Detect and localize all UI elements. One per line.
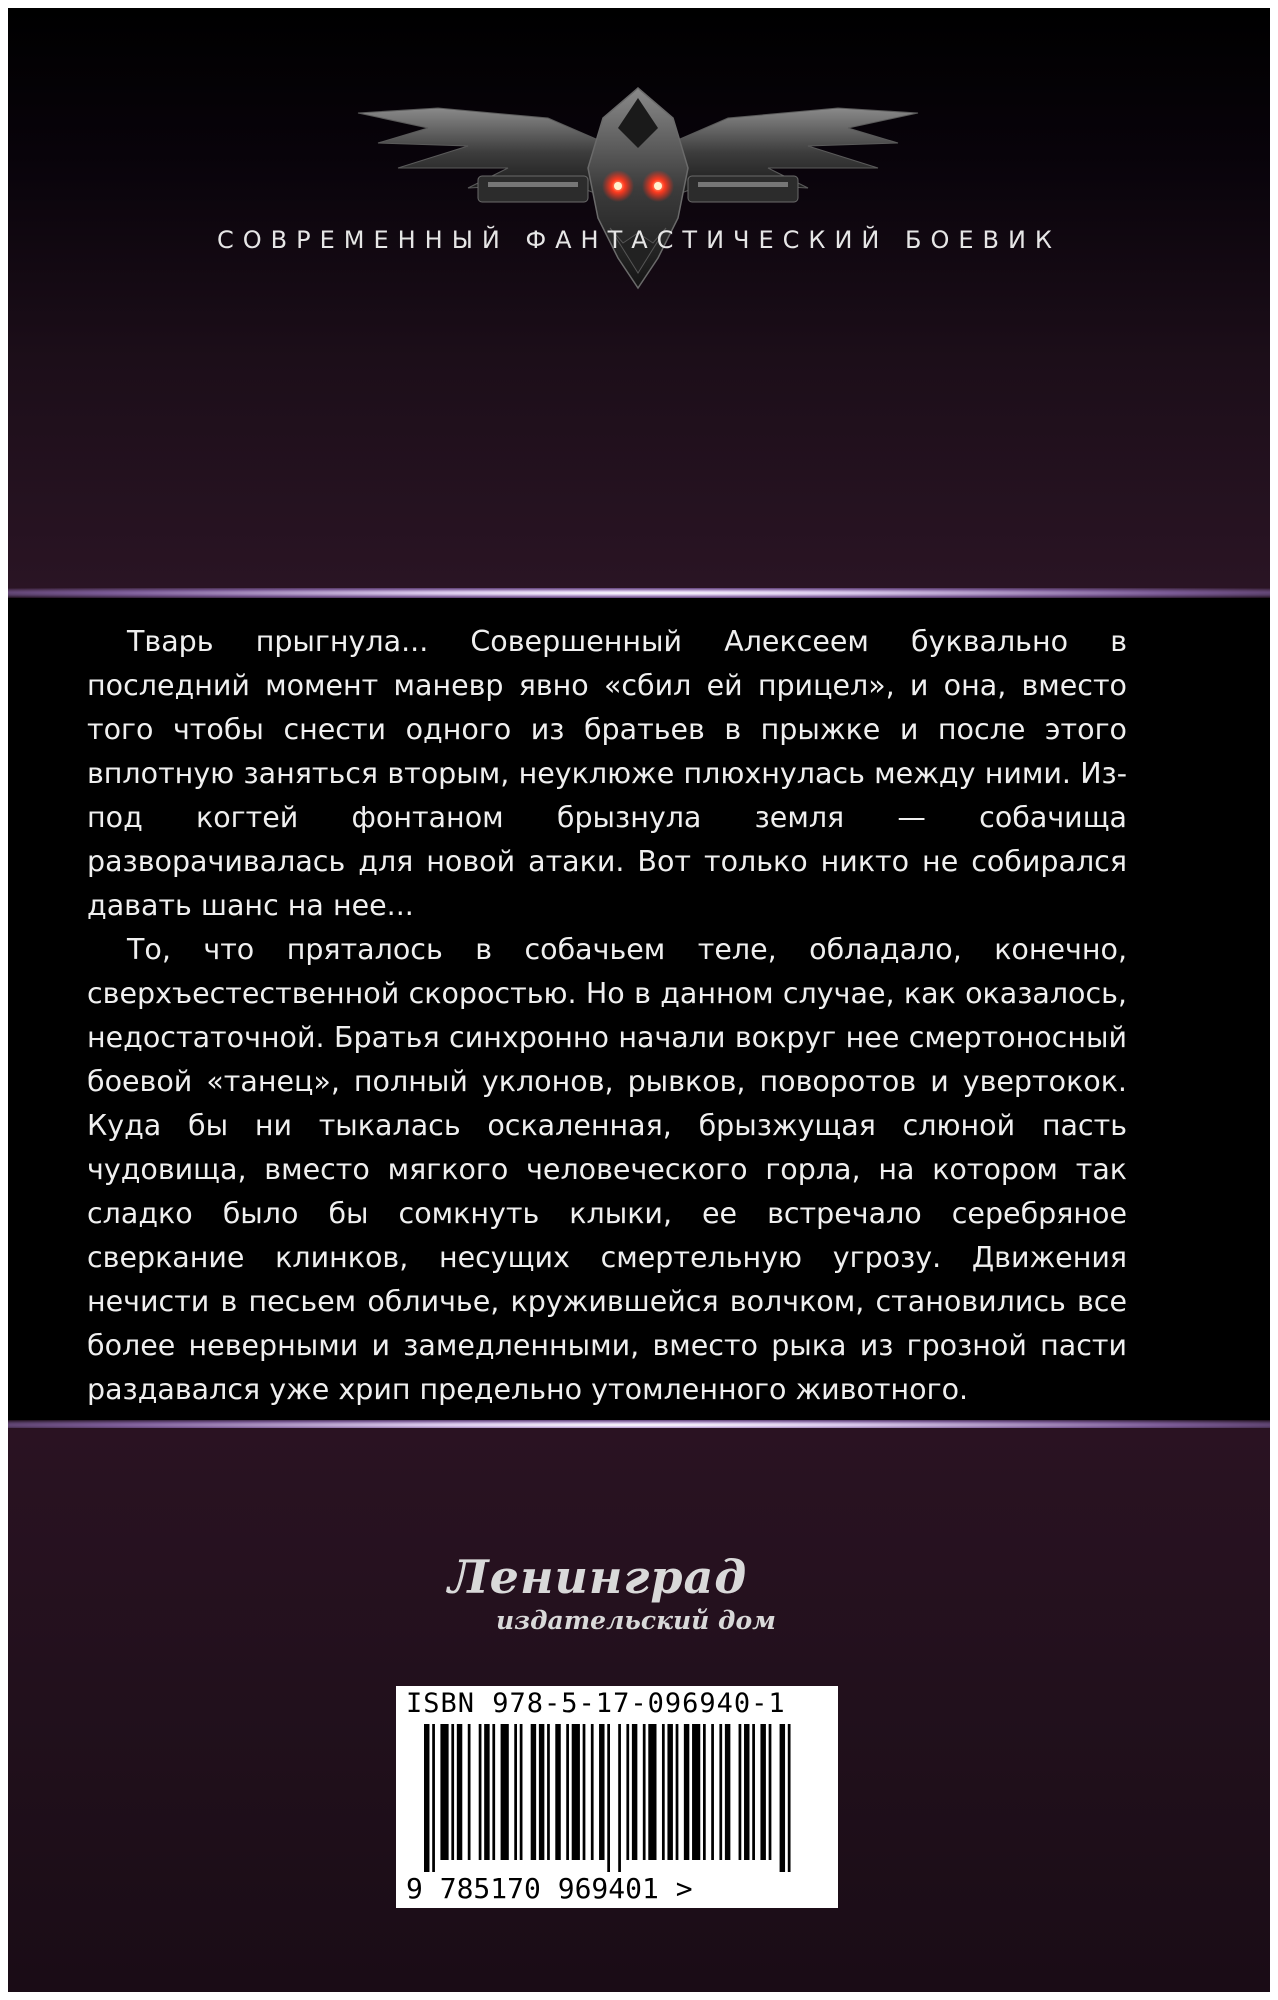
publisher-name: Ленинград [448, 1550, 748, 1604]
isbn-number: ISBN 978-5-17-096940-1 [406, 1688, 786, 1719]
publisher-subtitle: издательский дом [496, 1606, 776, 1635]
annotation-paragraph-1: Тварь прыгнула... Совершенный Алексеем буквально в последний момент маневр явно «сбил ей прицел», и она, вместо того чтобы снести одного из братьев в прыжке и после этого вплотную заняться вторым, неуклюже плюхнулась между ними. Из-под когтей фонтаном брызнула земля — собачища разворачивалась для новой атаки. Вот только никто не собирался давать шанс на нее... [87, 625, 1127, 922]
divider-glow-top [8, 588, 1270, 598]
book-back-cover [8, 8, 1270, 1992]
annotation-paragraph-2: То, что пряталось в собачьем теле, обладало, конечно, сверхъестественной скоростью. Но в данном случае, как оказалось, недостаточной. Братья синхронно начали вокруг нее смертоносный боевой «танец», полный уклонов, рывков, поворотов и увертокок. Куда бы ни тыкалась оскаленная, брызжущая слюной пасть чудовища, вместо мягкого человеческого горла, на котором так сладко было бы сомкнуть клыки, ее встречало серебряное сверкание клинков, несущих смертельную угрозу. Движения нечисти в песьем обличье, кружившейся волчком, становились все более неверными и замедленными, вместо рыка из грозной пасти раздавался уже хрип предельно утомленного животного. [87, 933, 1127, 1406]
barcode [396, 1686, 838, 1908]
annotation-panel [8, 598, 1270, 1420]
series-title: СОВРЕМЕННЫЙ ФАНТАСТИЧЕСКИЙ БОЕВИК [217, 226, 1061, 254]
winged-mech-skull-icon [318, 58, 958, 338]
bottom-panel [8, 1428, 1270, 1992]
annotation-text [87, 620, 1127, 1412]
barcode-bars-icon [424, 1724, 796, 1872]
ean-digits: 9 785170 969401 > [406, 1872, 693, 1905]
publisher-logo [448, 1550, 828, 1660]
top-panel [8, 8, 1270, 593]
